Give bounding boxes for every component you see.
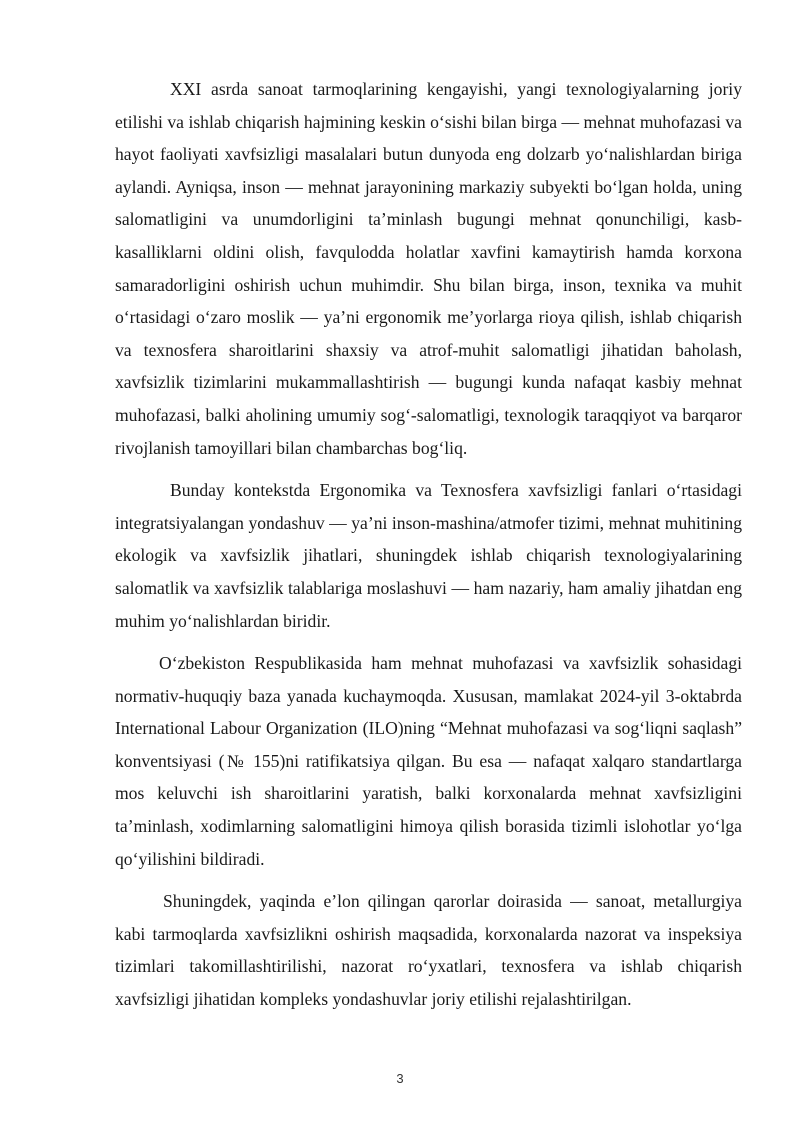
paragraph-4: Shuningdek, yaqinda e’lon qilingan qarorlar doirasida — sanoat, metallurgiya kabi tarmoqlarda xavfsizlikni oshirish maqsadida, korxonalarda nazorat va inspeksiya tizimlari takomillashtirilishi, nazorat ro‘yxatlari, texnosfera va ishlab chiqarish xavfsizligi jihatidan kompleks yondashuvlar joriy etilishi rejalashtirilgan. xyxy=(115,891,742,1010)
page-number: 3 xyxy=(396,1071,404,1086)
paragraph-3: O‘zbekiston Respublikasida ham mehnat muhofazasi va xavfsizlik sohasidagi normativ-huquqiy baza yanada kuchaymoqda. Xususan, mamlakat 2024-yil 3-oktabrda International Labour Organization (ILO)ning “Mehnat muhofazasi va sog‘liqni saqlash” konventsiyasi (№ 155)ni ratifikatsiya qilgan. Bu esa — nafaqat xalqaro standartlarga mos keluvchi ish sharoitlarini yaratish, balki korxonalarda mehnat xavfsizligini ta’minlash, xodimlarning salomatligini himoya qilish borasida tizimli islohotlar yo‘lga qo‘yilishini bildiradi. xyxy=(115,653,742,869)
paragraph-1: XXI asrda sanoat tarmoqlarining kengayishi, yangi texnologiyalarning joriy etilishi va ishlab chiqarish hajmining keskin o‘sishi bilan birga — mehnat muhofazasi va hayot faoliyati xavfsizligi masalalari butun dunyoda eng dolzarb yo‘nalishlardan biriga aylandi. Ayniqsa, inson — mehnat jarayonining markaziy subyekti bo‘lgan holda, uning salomatligini va unumdorligini ta’minlash bugungi mehnat qonunchiligi, kasb-kasalliklarni oldini olish, favqulodda holatlar xavfini kamaytirish hamda korxona samaradorligini oshirish uchun muhimdir. Shu bilan birga, inson, texnika va muhit o‘rtasidagi o‘zaro moslik — ya’ni ergonomik me’yorlarga rioya qilish, ishlab chiqarish va texnosfera sharoitlarini shaxsiy va atrof-muhit salomatligi jihatidan baholash, xavfsizlik tizimlarini mukammallashtirish — bugungi kunda nafaqat kasbiy mehnat muhofazasi, balki aholining umumiy sog‘-salomatligi, texnologik taraqqiyot va barqaror rivojlanish tamoyillari bilan chambarchas bog‘liq. xyxy=(115,79,742,458)
document-body xyxy=(115,73,742,1016)
paragraph-2: Bunday kontekstda Ergonomika va Texnosfera xavfsizligi fanlari o‘rtasidagi integratsiyalangan yondashuv — ya’ni inson-mashina/atmofer tizimi, mehnat muhitining ekologik va xavfsizlik jihatlari, shuningdek ishlab chiqarish texnologiyalarining salomatlik va xavfsizlik talablariga moslashuvi — ham nazariy, ham amaliy jihatdan eng muhim yo‘nalishlardan biridir. xyxy=(115,480,742,631)
